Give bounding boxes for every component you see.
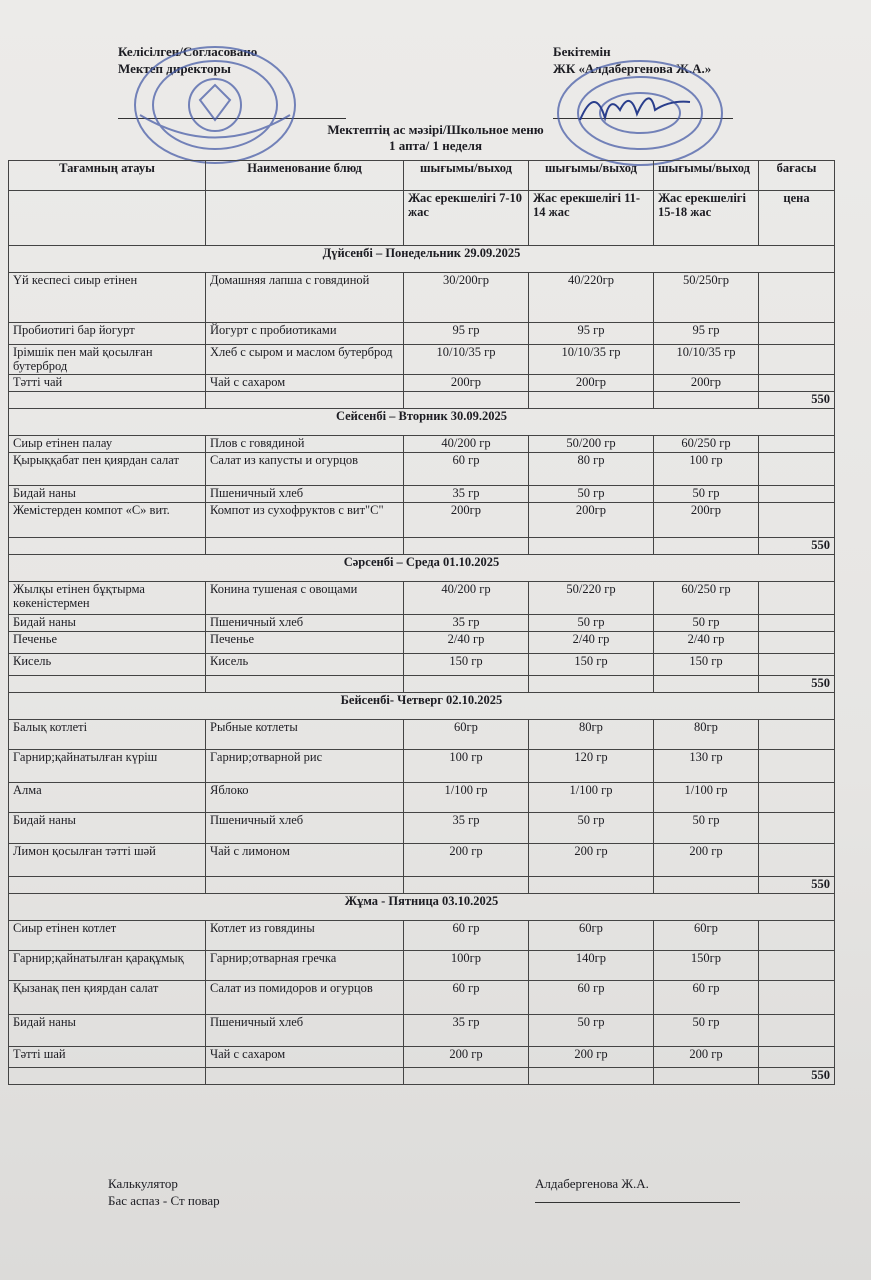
dish-name-ru: Домашняя лапша с говядиной	[206, 273, 404, 323]
output-11-14: 200гр	[529, 503, 654, 538]
output-11-14: 10/10/35 гр	[529, 345, 654, 375]
dish-name-ru: Яблоко	[206, 783, 404, 813]
day-total-price: 550	[759, 1068, 835, 1085]
output-15-18: 200 гр	[654, 844, 759, 877]
price-cell	[759, 375, 835, 392]
table-subheader-row	[9, 191, 835, 246]
day-title: Сәрсенбі – Среда 01.10.2025	[9, 555, 835, 582]
empty-cell	[529, 538, 654, 555]
menu-item-row	[9, 844, 835, 877]
output-11-14: 50/200 гр	[529, 436, 654, 453]
output-11-14: 140гр	[529, 951, 654, 981]
dish-name-ru: Салат из помидоров и огурцов	[206, 981, 404, 1015]
output-7-10: 1/100 гр	[404, 783, 529, 813]
menu-item-row	[9, 323, 835, 345]
day-header-row	[9, 693, 835, 720]
footer-name: Алдабергенова Ж.А.	[535, 1176, 649, 1191]
day-header-row	[9, 894, 835, 921]
output-15-18: 50 гр	[654, 1015, 759, 1047]
day-header-row	[9, 409, 835, 436]
output-11-14: 2/40 гр	[529, 632, 654, 654]
dish-name-kz: Лимон қосылған тәтті шәй	[9, 844, 206, 877]
empty-cell	[404, 676, 529, 693]
menu-item-row	[9, 951, 835, 981]
price-cell	[759, 615, 835, 632]
empty-cell	[529, 877, 654, 894]
dish-name-ru: Компот из сухофруктов с вит"С"	[206, 503, 404, 538]
dish-name-ru: Хлеб с сыром и маслом бутерброд	[206, 345, 404, 375]
dish-name-ru: Пшеничный хлеб	[206, 813, 404, 844]
dish-name-kz: Балық котлеті	[9, 720, 206, 750]
output-7-10: 30/200гр	[404, 273, 529, 323]
day-title: Дүйсенбі – Понедельник 29.09.2025	[9, 246, 835, 273]
dish-name-kz: Бидай наны	[9, 1015, 206, 1047]
menu-item-row	[9, 582, 835, 615]
empty-cell	[404, 538, 529, 555]
output-15-18: 50 гр	[654, 486, 759, 503]
output-7-10: 60 гр	[404, 921, 529, 951]
day-total-price: 550	[759, 392, 835, 409]
menu-item-row	[9, 1047, 835, 1068]
dish-name-kz: Бидай наны	[9, 486, 206, 503]
dish-name-kz: Қызанақ пен қиярдан салат	[9, 981, 206, 1015]
price-cell	[759, 453, 835, 486]
dish-name-kz: Жемістерден компот «С» вит.	[9, 503, 206, 538]
empty-cell	[206, 538, 404, 555]
price-cell	[759, 273, 835, 323]
output-7-10: 35 гр	[404, 486, 529, 503]
output-7-10: 2/40 гр	[404, 632, 529, 654]
dish-name-kz: Сиыр етінен палау	[9, 436, 206, 453]
menu-item-row	[9, 453, 835, 486]
output-7-10: 200гр	[404, 375, 529, 392]
dish-name-ru: Гарнир;отварная гречка	[206, 951, 404, 981]
menu-item-row	[9, 486, 835, 503]
approval-right-line1: Бекітемін	[553, 44, 611, 59]
output-11-14: 50 гр	[529, 486, 654, 503]
output-15-18: 50 гр	[654, 813, 759, 844]
output-15-18: 150гр	[654, 951, 759, 981]
output-11-14: 80 гр	[529, 453, 654, 486]
menu-item-row	[9, 615, 835, 632]
output-11-14: 50/220 гр	[529, 582, 654, 615]
dish-name-kz: Жылқы етінен бұқтырма көкеністермен	[9, 582, 206, 615]
empty-cell	[529, 1068, 654, 1085]
footer-calculator: Калькулятор	[108, 1176, 178, 1191]
output-7-10: 10/10/35 гр	[404, 345, 529, 375]
price-cell	[759, 921, 835, 951]
empty-cell	[529, 392, 654, 409]
dish-name-kz: Тәтті чай	[9, 375, 206, 392]
output-11-14: 80гр	[529, 720, 654, 750]
day-total-row	[9, 877, 835, 894]
empty-cell	[206, 877, 404, 894]
day-total-row	[9, 392, 835, 409]
price-cell	[759, 503, 835, 538]
price-cell	[759, 981, 835, 1015]
price-cell	[759, 783, 835, 813]
output-11-14: 200гр	[529, 375, 654, 392]
dish-name-kz: Бидай наны	[9, 615, 206, 632]
dish-name-kz: Печенье	[9, 632, 206, 654]
footer-right	[535, 1175, 649, 1192]
output-7-10: 35 гр	[404, 615, 529, 632]
output-11-14: 95 гр	[529, 323, 654, 345]
output-7-10: 200 гр	[404, 844, 529, 877]
price-cell	[759, 436, 835, 453]
output-11-14: 200 гр	[529, 1047, 654, 1068]
menu-item-row	[9, 813, 835, 844]
menu-item-row	[9, 503, 835, 538]
empty-cell	[206, 1068, 404, 1085]
empty-cell	[654, 392, 759, 409]
footer-signature-line	[535, 1202, 740, 1203]
menu-item-row	[9, 654, 835, 676]
menu-item-row	[9, 375, 835, 392]
dish-name-ru: Салат из капусты и огурцов	[206, 453, 404, 486]
dish-name-kz: Гарнир;қайнатылған қарақұмық	[9, 951, 206, 981]
output-7-10: 35 гр	[404, 1015, 529, 1047]
header-kz-dish: Тағамның атауы	[9, 161, 206, 191]
output-15-18: 60/250 гр	[654, 436, 759, 453]
header-output-3: шығымы/выход	[654, 161, 759, 191]
empty-cell	[654, 676, 759, 693]
output-11-14: 150 гр	[529, 654, 654, 676]
output-15-18: 130 гр	[654, 750, 759, 783]
menu-item-row	[9, 921, 835, 951]
output-15-18: 100 гр	[654, 453, 759, 486]
output-7-10: 60 гр	[404, 981, 529, 1015]
empty-cell	[404, 877, 529, 894]
price-cell	[759, 844, 835, 877]
menu-item-row	[9, 750, 835, 783]
day-total-price: 550	[759, 538, 835, 555]
price-cell	[759, 1015, 835, 1047]
dish-name-ru: Плов с говядиной	[206, 436, 404, 453]
output-11-14: 50 гр	[529, 813, 654, 844]
output-15-18: 200гр	[654, 375, 759, 392]
age-group-15-18: Жас ерекшелігі 15-18 жас	[654, 191, 759, 246]
price-cell	[759, 813, 835, 844]
output-15-18: 60/250 гр	[654, 582, 759, 615]
empty-cell	[206, 392, 404, 409]
menu-table	[8, 160, 835, 1085]
empty-cell	[654, 877, 759, 894]
output-7-10: 60 гр	[404, 453, 529, 486]
output-11-14: 60 гр	[529, 981, 654, 1015]
age-group-11-14: Жас ерекшелігі 11-14 жас	[529, 191, 654, 246]
output-15-18: 200гр	[654, 503, 759, 538]
output-15-18: 60гр	[654, 921, 759, 951]
output-15-18: 50/250гр	[654, 273, 759, 323]
day-total-row	[9, 538, 835, 555]
output-15-18: 50 гр	[654, 615, 759, 632]
footer-chef: Бас аспаз - Ст повар	[108, 1193, 220, 1208]
empty-cell	[9, 1068, 206, 1085]
menu-item-row	[9, 981, 835, 1015]
output-11-14: 200 гр	[529, 844, 654, 877]
price-cell	[759, 345, 835, 375]
output-11-14: 40/220гр	[529, 273, 654, 323]
footer-left	[108, 1175, 220, 1209]
age-group-7-10: Жас ерекшелігі 7-10 жас	[404, 191, 529, 246]
approval-left-line1: Келісілген/Согласовано	[118, 44, 258, 59]
dish-name-ru: Чай с сахаром	[206, 1047, 404, 1068]
menu-item-row	[9, 345, 835, 375]
header-output-1: шығымы/выход	[404, 161, 529, 191]
dish-name-kz: Қырыққабат пен қиярдан салат	[9, 453, 206, 486]
dish-name-ru: Чай с лимоном	[206, 844, 404, 877]
output-11-14: 50 гр	[529, 615, 654, 632]
header-price: бағасы	[759, 161, 835, 191]
output-7-10: 100гр	[404, 951, 529, 981]
output-15-18: 200 гр	[654, 1047, 759, 1068]
output-7-10: 150 гр	[404, 654, 529, 676]
dish-name-ru: Котлет из говядины	[206, 921, 404, 951]
dish-name-ru: Рыбные котлеты	[206, 720, 404, 750]
output-15-18: 10/10/35 гр	[654, 345, 759, 375]
output-11-14: 120 гр	[529, 750, 654, 783]
approval-left-line2: Мектеп директоры	[118, 61, 231, 76]
output-15-18: 60 гр	[654, 981, 759, 1015]
empty-cell	[9, 676, 206, 693]
output-7-10: 60гр	[404, 720, 529, 750]
output-7-10: 100 гр	[404, 750, 529, 783]
dish-name-ru: Пшеничный хлеб	[206, 1015, 404, 1047]
menu-item-row	[9, 436, 835, 453]
price-cell	[759, 582, 835, 615]
dish-name-kz: Сиыр етінен котлет	[9, 921, 206, 951]
dish-name-ru: Гарнир;отварной рис	[206, 750, 404, 783]
empty-cell	[654, 538, 759, 555]
output-11-14: 1/100 гр	[529, 783, 654, 813]
dish-name-ru: Кисель	[206, 654, 404, 676]
day-title: Сейсенбі – Вторник 30.09.2025	[9, 409, 835, 436]
output-15-18: 1/100 гр	[654, 783, 759, 813]
menu-title: Мектептің ас мәзірі/Школьное меню	[327, 122, 544, 137]
output-7-10: 200гр	[404, 503, 529, 538]
table-header-row	[9, 161, 835, 191]
dish-name-kz: Кисель	[9, 654, 206, 676]
price-cell	[759, 750, 835, 783]
price-cell	[759, 1047, 835, 1068]
dish-name-ru: Печенье	[206, 632, 404, 654]
dish-name-kz: Гарнир;қайнатылған күріш	[9, 750, 206, 783]
day-total-row	[9, 1068, 835, 1085]
day-total-price: 550	[759, 877, 835, 894]
day-total-row	[9, 676, 835, 693]
empty-cell	[9, 392, 206, 409]
dish-name-ru: Пшеничный хлеб	[206, 486, 404, 503]
price-cell	[759, 720, 835, 750]
day-header-row	[9, 246, 835, 273]
price-cell	[759, 323, 835, 345]
dish-name-kz: Ірімшік пен май қосылған бутерброд	[9, 345, 206, 375]
output-11-14: 60гр	[529, 921, 654, 951]
dish-name-ru: Чай с сахаром	[206, 375, 404, 392]
menu-item-row	[9, 783, 835, 813]
price-cell	[759, 632, 835, 654]
dish-name-ru: Конина тушеная с овощами	[206, 582, 404, 615]
day-total-price: 550	[759, 676, 835, 693]
approval-right-line2: ЖК «Алдабергенова Ж.А.»	[553, 61, 712, 76]
day-title: Бейсенбі- Четверг 02.10.2025	[9, 693, 835, 720]
empty-cell	[206, 676, 404, 693]
dish-name-kz: Пробиотигі бар йогурт	[9, 323, 206, 345]
empty-cell	[9, 877, 206, 894]
menu-item-row	[9, 632, 835, 654]
day-header-row	[9, 555, 835, 582]
output-11-14: 50 гр	[529, 1015, 654, 1047]
menu-subtitle: 1 апта/ 1 неделя	[389, 138, 482, 153]
header-ru-dish: Наименование блюд	[206, 161, 404, 191]
output-7-10: 40/200 гр	[404, 582, 529, 615]
dish-name-ru: Пшеничный хлеб	[206, 615, 404, 632]
price-cell	[759, 951, 835, 981]
empty-cell	[404, 1068, 529, 1085]
dish-name-kz: Тәтті шай	[9, 1047, 206, 1068]
price-cell	[759, 654, 835, 676]
menu-item-row	[9, 720, 835, 750]
menu-item-row	[9, 1015, 835, 1047]
dish-name-ru: Йогурт с пробиотиками	[206, 323, 404, 345]
output-15-18: 2/40 гр	[654, 632, 759, 654]
output-7-10: 200 гр	[404, 1047, 529, 1068]
output-15-18: 80гр	[654, 720, 759, 750]
price-cell	[759, 486, 835, 503]
day-title: Жұма - Пятница 03.10.2025	[9, 894, 835, 921]
dish-name-kz: Үй кеспесі сиыр етінен	[9, 273, 206, 323]
output-15-18: 150 гр	[654, 654, 759, 676]
output-7-10: 95 гр	[404, 323, 529, 345]
menu-item-row	[9, 273, 835, 323]
empty-cell	[9, 538, 206, 555]
price-label: цена	[759, 191, 835, 246]
output-15-18: 95 гр	[654, 323, 759, 345]
dish-name-kz: Бидай наны	[9, 813, 206, 844]
header-output-2: шығымы/выход	[529, 161, 654, 191]
output-7-10: 35 гр	[404, 813, 529, 844]
empty-cell	[529, 676, 654, 693]
dish-name-kz: Алма	[9, 783, 206, 813]
empty-cell	[404, 392, 529, 409]
output-7-10: 40/200 гр	[404, 436, 529, 453]
empty-cell	[654, 1068, 759, 1085]
